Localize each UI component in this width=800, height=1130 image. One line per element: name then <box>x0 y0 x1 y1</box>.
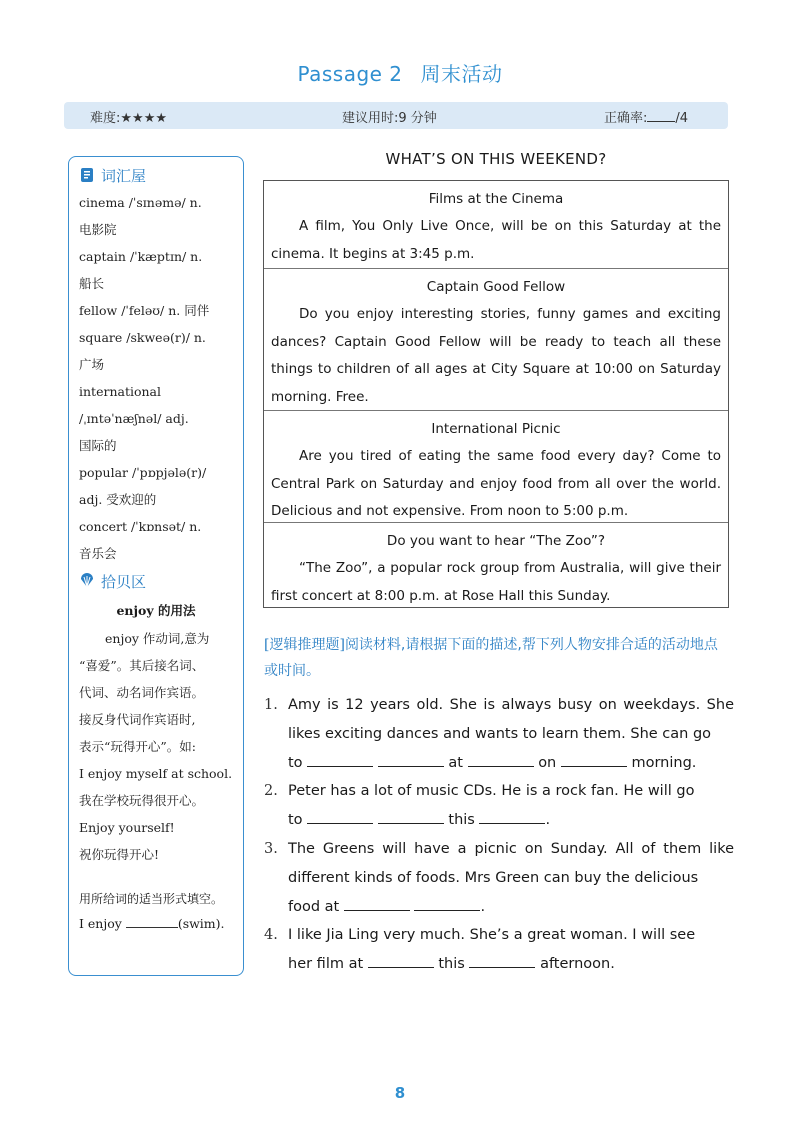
exercise <box>79 910 233 938</box>
answer-blank[interactable] <box>344 897 410 911</box>
vocab-line: concert /ˈkɒnsət/ n. <box>79 519 202 534</box>
answer-blank[interactable] <box>378 810 444 824</box>
vocab-line: international <box>79 384 161 399</box>
info-bar <box>64 102 728 129</box>
shell-header <box>79 569 233 593</box>
q-word: . <box>480 898 486 915</box>
rule-title: enjoy 的用法 <box>116 603 196 618</box>
ads-heading: WHAT’S ON THIS WEEKEND? <box>385 150 607 168</box>
question-1 <box>264 691 734 777</box>
suggested-time: 建议用时:9 分钟 <box>342 111 437 126</box>
vocab-line: cinema /ˈsɪnəmə/ n. <box>79 195 202 210</box>
task-tag: [逻辑推理题] <box>264 637 345 653</box>
question-2 <box>264 777 734 835</box>
answer-blank[interactable] <box>378 753 444 767</box>
rule-line: 我在学校玩得很开心。 <box>79 793 205 808</box>
q-word: food at <box>288 898 340 915</box>
ad-body-text: Are you tired of eating the same food every day? Come to Central Park on Saturday and enjoy food from all over the world. Delicious and not expensive. From noon to 5:00 p.m. <box>271 448 721 519</box>
ad-body <box>271 555 721 610</box>
task-text: 阅读材料,请根据下面的描述,帮下列人物安排合适的活动地点或时间。 <box>264 637 718 679</box>
question-4 <box>264 921 734 979</box>
ad-title: Films at the Cinema <box>428 191 564 207</box>
accuracy-blank[interactable] <box>647 110 675 122</box>
rule-line: enjoy 作动词,意为 <box>105 631 210 646</box>
exercise-title: 用所给词的适当形式填空。 <box>79 892 224 906</box>
ad-picnic <box>264 411 728 523</box>
question-stem: I like Jia Ling very much. She’s a great woman. I will see <box>288 927 696 944</box>
ad-title: Do you want to hear “The Zoo”? <box>386 533 606 549</box>
question-text <box>288 921 734 979</box>
question-number: 4. <box>264 927 278 944</box>
q-word: this <box>448 812 475 829</box>
shell-icon <box>79 573 95 589</box>
q-word: at <box>448 754 463 771</box>
vocab-line: 音乐会 <box>79 546 117 561</box>
rule-line: 接反身代词作宾语时, <box>79 712 196 727</box>
ad-body <box>271 213 721 268</box>
q-word: her film at <box>288 956 364 973</box>
page-number: 8 <box>394 1084 406 1102</box>
vocab-title: 词汇屋 <box>101 166 147 185</box>
answer-blank[interactable] <box>468 753 534 767</box>
question-text <box>288 691 734 777</box>
answer-blank[interactable] <box>414 897 480 911</box>
exercise-blank[interactable] <box>126 916 178 928</box>
question-number: 3. <box>264 840 278 857</box>
vocab-line: 电影院 <box>79 222 117 237</box>
q-word: this <box>438 956 465 973</box>
vocab-line: captain /ˈkæptɪn/ n. <box>79 249 203 264</box>
q-word: to <box>288 754 303 771</box>
rule-line: 代词、动名词作宾语。 <box>79 685 205 700</box>
question-stem: The Greens will have a picnic on Sunday. All of them like different kinds of foods. Mrs Green can buy the delicious <box>288 840 734 886</box>
page-title <box>0 58 800 87</box>
ad-body-text: Do you enjoy interesting stories, funny games and exciting dances? Captain Good Fellow will be ready to teach all these things to children of all ages at City Square at 10:00 on Saturday morning. Free. <box>271 306 721 405</box>
answer-blank[interactable] <box>368 954 434 968</box>
ad-body <box>271 443 721 526</box>
task-instruction <box>264 632 730 684</box>
ad-body-text: “The Zoo”, a popular rock group from Australia, will give their first concert at 8:00 p.m. at Rose Hall this Sunday. <box>271 560 721 604</box>
rule-line: “喜爱”。其后接名词、 <box>79 658 205 673</box>
ad-body-text: A film, You Only Live Once, will be on this Saturday at the cinema. It begins at 3:45 p.m. <box>271 218 721 262</box>
book-icon <box>79 167 95 183</box>
exercise-prefix: I enjoy <box>79 916 122 931</box>
question-number: 1. <box>264 697 278 713</box>
vocab-line: adj. 受欢迎的 <box>79 492 157 507</box>
ad-zoo <box>264 523 728 605</box>
rule-line: 祝你玩得开心! <box>79 847 160 862</box>
rule-line: Enjoy yourself! <box>79 820 175 835</box>
q-word: to <box>288 812 303 829</box>
passage-label: Passage 2 <box>297 62 403 86</box>
vocab-line: 船长 <box>79 276 105 291</box>
rule-line: 表示“玩得开心”。如: <box>79 739 196 754</box>
vocab-header <box>79 163 233 187</box>
ad-body <box>271 301 721 411</box>
question-3 <box>264 835 734 921</box>
question-text <box>288 835 734 921</box>
accuracy-total: /4 <box>675 111 689 126</box>
rule-line: I enjoy myself at school. <box>79 766 233 781</box>
vocab-line: /ˌɪntəˈnæʃnəl/ adj. <box>79 411 189 426</box>
vocab-line: 广场 <box>79 357 105 372</box>
vocab-line: popular /ˈpɒpjələ(r)/ <box>79 465 207 480</box>
vocab-line: fellow /ˈfeləʊ/ n. 同伴 <box>79 303 210 318</box>
sidebar <box>68 156 244 976</box>
ad-captain <box>264 269 728 411</box>
q-word: on <box>538 754 557 771</box>
answer-blank[interactable] <box>469 954 535 968</box>
answer-blank[interactable] <box>561 753 627 767</box>
ad-title: Captain Good Fellow <box>426 279 566 295</box>
topic-label: 周末活动 <box>420 62 503 86</box>
ads-box <box>263 180 729 608</box>
ad-title: International Picnic <box>431 421 561 437</box>
accuracy <box>604 107 688 126</box>
q-word: morning. <box>631 754 697 771</box>
vocab-line: square /skweə(r)/ n. <box>79 330 206 345</box>
difficulty: 难度:★★★★ <box>90 111 167 126</box>
exercise-suffix: (swim). <box>177 916 225 931</box>
questions <box>264 691 734 979</box>
question-text <box>288 777 734 835</box>
answer-blank[interactable] <box>307 753 373 767</box>
question-number: 2. <box>264 783 278 800</box>
shell-title: 拾贝区 <box>101 572 147 591</box>
q-word: afternoon. <box>540 956 615 973</box>
ad-cinema <box>264 181 728 269</box>
vocab-line: 国际的 <box>79 438 117 453</box>
vocab-list <box>79 189 233 567</box>
accuracy-label: 正确率: <box>604 111 648 126</box>
answer-blank[interactable] <box>307 810 373 824</box>
rule-text <box>79 625 233 868</box>
answer-blank[interactable] <box>479 810 545 824</box>
q-word: . <box>545 812 551 829</box>
question-stem: Amy is 12 years old. She is always busy on weekdays. She likes exciting dances and wants to learn them. She can go <box>288 697 734 742</box>
question-stem: Peter has a lot of music CDs. He is a rock fan. He will go <box>288 783 695 800</box>
